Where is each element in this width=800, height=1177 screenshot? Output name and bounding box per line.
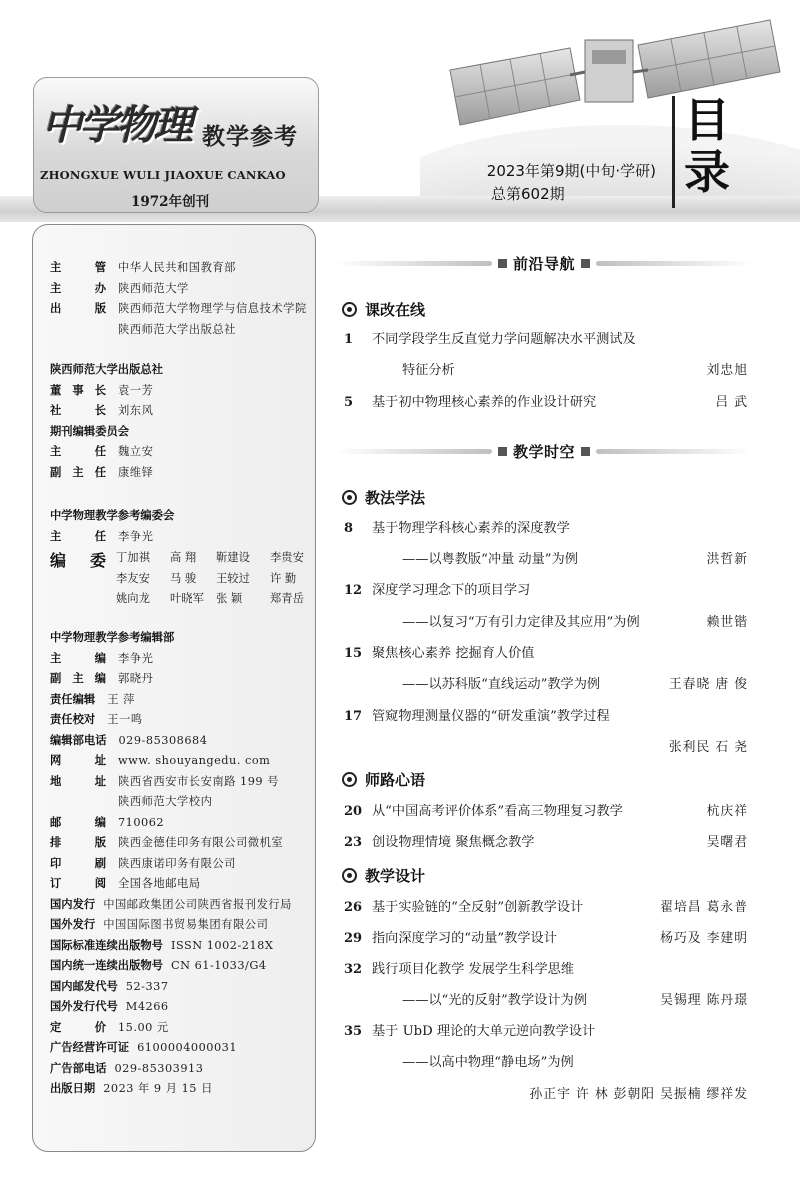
page-number: 1 bbox=[344, 332, 354, 347]
article-author: 杨巧及 李建明 bbox=[660, 931, 748, 946]
info-label: 订 阅 bbox=[50, 877, 106, 890]
section-title: 课改在线 bbox=[365, 300, 426, 319]
info-value: CN 61-1033/G4 bbox=[170, 959, 267, 972]
banner-square bbox=[581, 447, 590, 456]
article-author: 洪哲新 bbox=[706, 552, 748, 567]
article-title-continued: ——以高中物理“静电场”为例 bbox=[402, 1055, 574, 1070]
info-row bbox=[50, 1060, 312, 1081]
info-row bbox=[50, 1039, 312, 1060]
info-value: 陕西康诺印务有限公司 bbox=[118, 856, 236, 870]
info-value: www. shouyangedu. com bbox=[118, 754, 271, 767]
info-label: 排 版 bbox=[50, 836, 106, 849]
board-member: 许 勤 bbox=[270, 571, 297, 585]
info-value: 袁一芳 bbox=[118, 383, 154, 397]
toc-entry[interactable] bbox=[336, 1021, 752, 1043]
info-value: 陕西师范大学 bbox=[118, 281, 189, 295]
article-title-continued: ——以复习“万有引力定律及其应用”为例 bbox=[402, 615, 640, 630]
article-title-continued: ——以“光的反射”教学设计为例 bbox=[402, 993, 587, 1008]
info-value: 刘东风 bbox=[118, 404, 154, 417]
journal-title: 中学物理 bbox=[42, 102, 190, 149]
board-member: 郑青岳 bbox=[270, 592, 304, 606]
article-title: 聚焦核心素养 挖掘育人价值 bbox=[372, 646, 535, 661]
board-members-list bbox=[116, 548, 310, 610]
article-title: 基于实验链的“全反射”创新教学设计 bbox=[372, 900, 584, 915]
toc-entry[interactable] bbox=[336, 928, 752, 950]
info-value-continued: 陕西师范大学出版总社 bbox=[118, 322, 236, 336]
contents-divider bbox=[672, 96, 675, 208]
info-row bbox=[50, 402, 312, 423]
banner-title: 教学时空 bbox=[513, 442, 576, 461]
info-value: 郭晓丹 bbox=[118, 672, 154, 685]
info-row bbox=[50, 670, 312, 691]
info-value: 710062 bbox=[118, 815, 165, 829]
masthead bbox=[0, 0, 800, 222]
info-row bbox=[50, 978, 312, 999]
article-author: 杭庆祥 bbox=[706, 804, 748, 819]
info-label: 定 价 bbox=[50, 1020, 106, 1034]
info-label: 出 版 bbox=[50, 302, 106, 315]
board-member: 李贵安 bbox=[270, 551, 304, 564]
info-value: 中华人民共和国教育部 bbox=[118, 261, 236, 274]
publication-info-panel bbox=[32, 224, 316, 1152]
journal-pinyin: ZHONGXUE WULI JIAOXUE CANKAO bbox=[40, 168, 286, 182]
article-title: 指向深度学习的“动量”教学设计 bbox=[372, 931, 557, 946]
info-value: 康维铎 bbox=[118, 465, 154, 479]
banner-rule bbox=[596, 261, 752, 266]
target-bullet-icon bbox=[342, 772, 357, 787]
info-value: 陕西师范大学物理学与信息技术学院 bbox=[118, 302, 307, 315]
banner-rule bbox=[596, 449, 752, 454]
info-label: 国外发行 bbox=[50, 918, 96, 931]
info-label: 国内统一连续出版物号 bbox=[50, 959, 163, 972]
banner-title: 前沿导航 bbox=[513, 254, 576, 273]
info-heading: 陕西师范大学出版总社 bbox=[50, 363, 163, 376]
info-row bbox=[50, 855, 312, 876]
info-value: 王 萍 bbox=[107, 692, 135, 706]
board-member: 高 翔 bbox=[170, 551, 197, 564]
info-row bbox=[50, 916, 312, 937]
info-row bbox=[50, 814, 312, 835]
founded-year: 1972年创刊 bbox=[131, 194, 210, 210]
page-number: 17 bbox=[344, 709, 363, 724]
page-number: 35 bbox=[344, 1024, 363, 1039]
info-heading: 中学物理教学参考编委会 bbox=[50, 509, 175, 522]
page-number: 12 bbox=[344, 583, 363, 598]
toc-entry-continued[interactable] bbox=[336, 612, 752, 634]
info-value: 陕西省西安市长安南路 199 号 bbox=[118, 774, 280, 788]
board-member: 王较过 bbox=[216, 571, 250, 585]
article-author: 吕 武 bbox=[715, 395, 748, 410]
info-label: 董 事 长 bbox=[50, 383, 106, 397]
info-row bbox=[50, 650, 312, 671]
sponsor-group bbox=[50, 259, 312, 341]
article-title: 践行项目化教学 发展学生科学思维 bbox=[372, 962, 575, 977]
article-title: 基于 UbD 理论的大单元逆向教学设计 bbox=[372, 1024, 596, 1039]
article-author: 翟培昌 葛永普 bbox=[660, 900, 748, 915]
info-row bbox=[50, 300, 312, 321]
article-title: 基于初中物理核心素养的作业设计研究 bbox=[372, 395, 597, 410]
article-title-continued: ——以苏科版“直线运动”教学为例 bbox=[402, 677, 601, 692]
page-number: 20 bbox=[344, 804, 363, 819]
info-row bbox=[50, 464, 312, 485]
info-value: 6100004000031 bbox=[137, 1041, 238, 1054]
board-member: 马 骏 bbox=[170, 571, 197, 585]
page-number: 15 bbox=[344, 646, 363, 661]
info-label: 责任编辑 bbox=[50, 692, 96, 706]
banner-rule bbox=[336, 261, 492, 266]
info-row bbox=[50, 691, 312, 712]
toc-entry[interactable] bbox=[336, 392, 752, 414]
info-value: 陕西金德佳印务有限公司微机室 bbox=[118, 836, 284, 849]
section-title: 教法学法 bbox=[365, 488, 426, 507]
info-value: 中国邮政集团公司陕西省报刊发行局 bbox=[103, 897, 292, 911]
info-heading: 期刊编辑委员会 bbox=[50, 424, 130, 438]
toc-entry[interactable] bbox=[336, 897, 752, 919]
info-value-continued: 陕西师范大学校内 bbox=[118, 795, 213, 808]
info-row bbox=[50, 528, 312, 549]
info-label: 主 管 bbox=[50, 261, 106, 274]
banner-square bbox=[498, 259, 507, 268]
info-row bbox=[50, 711, 312, 732]
info-value: 王一鸣 bbox=[107, 713, 143, 726]
target-bullet-icon bbox=[342, 490, 357, 505]
article-title: 创设物理情境 聚焦概念教学 bbox=[372, 835, 535, 850]
page-number: 29 bbox=[344, 931, 363, 946]
info-row bbox=[50, 834, 312, 855]
info-label: 广告部电话 bbox=[50, 1061, 107, 1075]
section-heading bbox=[342, 486, 425, 508]
toc-entry[interactable] bbox=[336, 801, 752, 823]
article-title: 基于物理学科核心素养的深度教学 bbox=[372, 521, 570, 536]
article-author: 刘忠旭 bbox=[706, 363, 748, 378]
article-author: 赖世锴 bbox=[706, 615, 748, 630]
column-banner bbox=[336, 436, 752, 466]
toc-entry[interactable] bbox=[336, 329, 752, 351]
info-label: 主 办 bbox=[50, 281, 106, 295]
issue-number: 2023年第9期(中旬·学研) bbox=[486, 162, 656, 180]
toc-entry-continued[interactable] bbox=[336, 674, 752, 696]
article-title-continued: ——以粤教版“冲量 动量”为例 bbox=[402, 552, 578, 567]
page-number: 5 bbox=[344, 395, 354, 410]
article-title: 从“中国高考评价体系”看高三物理复习教学 bbox=[372, 804, 623, 819]
info-value: 15.00 元 bbox=[118, 1020, 169, 1034]
info-label: 国内邮发代号 bbox=[50, 979, 118, 993]
info-heading: 中学物理教学参考编辑部 bbox=[50, 631, 175, 644]
article-author: 吴锡理 陈丹璟 bbox=[660, 993, 748, 1008]
section-title: 师路心语 bbox=[365, 770, 426, 789]
board-member: 叶晓军 bbox=[170, 592, 204, 606]
editorial-group bbox=[50, 629, 312, 1101]
toc-entry-continued[interactable] bbox=[336, 990, 752, 1012]
info-label: 副 主 编 bbox=[50, 672, 106, 685]
info-label: 国外发行代号 bbox=[50, 1000, 118, 1013]
info-value: 52-337 bbox=[125, 979, 169, 993]
info-row bbox=[50, 896, 312, 917]
article-title: 深度学习理念下的项目学习 bbox=[372, 583, 531, 598]
info-label: 网 址 bbox=[50, 754, 106, 767]
board-members-row bbox=[50, 548, 312, 610]
toc-entry-continued[interactable] bbox=[336, 1052, 752, 1074]
info-row bbox=[50, 1019, 312, 1040]
info-value: 魏立安 bbox=[118, 445, 154, 458]
info-value: 029-85308684 bbox=[118, 733, 208, 747]
info-label: 副 主 任 bbox=[50, 465, 106, 479]
info-label: 出版日期 bbox=[50, 1082, 96, 1095]
info-label: 国际标准连续出版物号 bbox=[50, 938, 163, 952]
total-issue-number: 总第602期 bbox=[491, 185, 565, 203]
article-title: 管窥物理测量仪器的“研发重演”教学过程 bbox=[372, 709, 610, 724]
info-value: 李争光 bbox=[118, 529, 154, 543]
toc-entry-continued[interactable] bbox=[336, 549, 752, 571]
toc-entry-continued[interactable] bbox=[336, 360, 752, 382]
info-row bbox=[50, 875, 312, 896]
info-label: 主 编 bbox=[50, 651, 106, 665]
info-row bbox=[50, 382, 312, 403]
page-number: 26 bbox=[344, 900, 363, 915]
toc-entry[interactable] bbox=[336, 959, 752, 981]
info-label: 主 任 bbox=[50, 445, 106, 458]
article-author: 王春晓 唐 俊 bbox=[668, 677, 748, 692]
info-label: 国内发行 bbox=[50, 897, 96, 911]
contents-label: 目录 bbox=[684, 93, 730, 199]
banner-rule bbox=[336, 449, 492, 454]
info-row bbox=[50, 957, 312, 978]
info-label: 广告经营许可证 bbox=[50, 1041, 130, 1054]
info-label: 印 刷 bbox=[50, 856, 106, 870]
info-row bbox=[50, 998, 312, 1019]
article-author: 吴曙君 bbox=[706, 835, 748, 850]
article-author: 张利民 石 尧 bbox=[668, 740, 748, 755]
article-author: 孙正宇 许 林 彭朝阳 吴振楠 缪祥发 bbox=[529, 1087, 748, 1102]
toc-entry[interactable] bbox=[336, 706, 752, 728]
info-value: 2023 年 9 月 15 日 bbox=[103, 1082, 213, 1095]
banner-square bbox=[498, 447, 507, 456]
journal-logo bbox=[33, 77, 319, 213]
toc-entry-continued[interactable] bbox=[336, 737, 752, 759]
info-label: 邮 编 bbox=[50, 815, 106, 829]
section-heading bbox=[342, 768, 425, 790]
journal-subtitle: 教学参考 bbox=[202, 124, 298, 150]
info-label: 责任校对 bbox=[50, 713, 96, 726]
info-row bbox=[50, 259, 312, 280]
board-member: 靳建设 bbox=[216, 551, 250, 564]
section-title: 教学设计 bbox=[365, 866, 426, 885]
info-row bbox=[50, 443, 312, 464]
target-bullet-icon bbox=[342, 302, 357, 317]
article-title: 不同学段学生反直觉力学问题解决水平测试及 bbox=[372, 332, 636, 347]
info-row bbox=[50, 1080, 312, 1101]
info-label: 地 址 bbox=[50, 774, 106, 788]
info-row bbox=[50, 937, 312, 958]
page-number: 8 bbox=[344, 521, 354, 536]
info-value: 全国各地邮电局 bbox=[118, 877, 201, 890]
info-value: 李争光 bbox=[118, 651, 154, 665]
toc-entry[interactable] bbox=[336, 518, 752, 540]
toc-entry-continued[interactable] bbox=[336, 1084, 752, 1106]
column-banner bbox=[336, 248, 752, 278]
target-bullet-icon bbox=[342, 868, 357, 883]
page-number: 23 bbox=[344, 835, 363, 850]
info-row bbox=[50, 732, 312, 753]
board-group bbox=[50, 507, 312, 610]
board-member: 丁加祺 bbox=[116, 551, 150, 564]
info-value: 029-85303913 bbox=[114, 1061, 204, 1075]
toc-entry[interactable] bbox=[336, 643, 752, 665]
banner-square bbox=[581, 259, 590, 268]
info-row bbox=[50, 752, 312, 773]
info-row bbox=[50, 773, 312, 794]
board-member: 张 颖 bbox=[216, 592, 243, 606]
info-row bbox=[50, 280, 312, 301]
info-label: 社 长 bbox=[50, 404, 106, 417]
toc-entry[interactable] bbox=[336, 580, 752, 602]
toc-entry[interactable] bbox=[336, 832, 752, 854]
board-member: 姚向龙 bbox=[116, 592, 150, 606]
board-member: 李友安 bbox=[116, 571, 150, 585]
info-value: M4266 bbox=[125, 1000, 169, 1013]
info-label: 编 委 bbox=[50, 551, 106, 570]
section-heading bbox=[342, 298, 425, 320]
press-group bbox=[50, 361, 312, 484]
info-label: 主 任 bbox=[50, 529, 106, 543]
section-heading bbox=[342, 864, 425, 886]
info-label: 编辑部电话 bbox=[50, 733, 107, 747]
info-value: 中国国际图书贸易集团有限公司 bbox=[103, 918, 269, 931]
page-number: 32 bbox=[344, 962, 363, 977]
info-value: ISSN 1002-218X bbox=[170, 938, 274, 952]
article-title-continued: 特征分析 bbox=[402, 363, 455, 378]
